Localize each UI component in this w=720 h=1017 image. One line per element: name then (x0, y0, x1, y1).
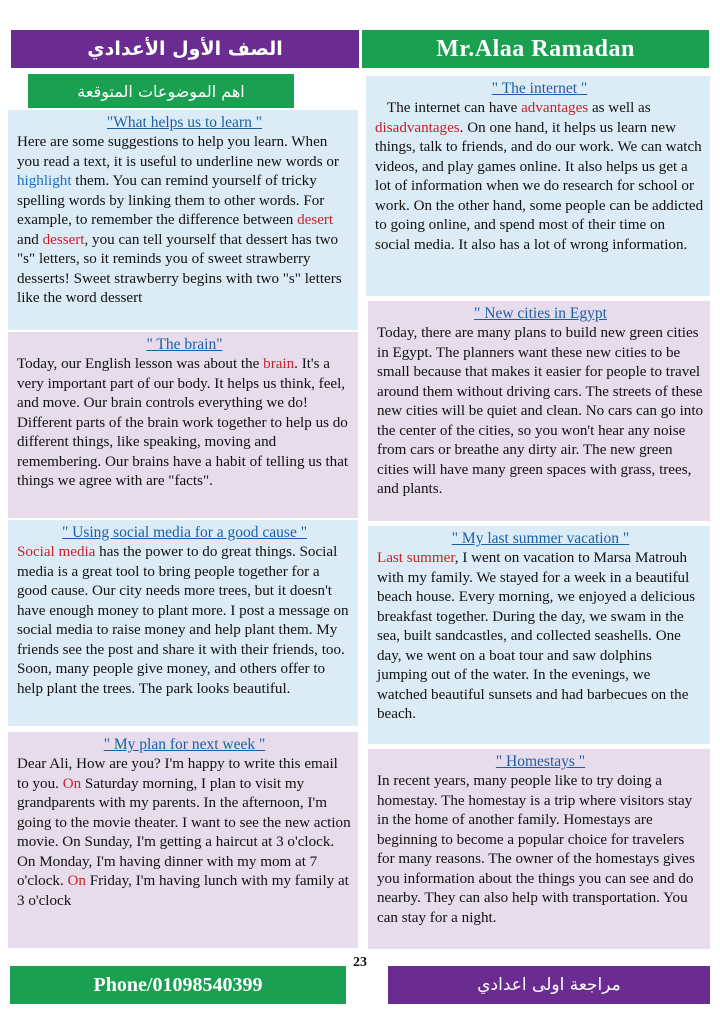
section-body: In recent years, many people like to try doing a homestay. The homestay is a trip where visitors stay in the home of another family. Homestays are beginning to become a popular choice for travelers for many reasons. The owner of the homestays gives you information about the things you can see and do nearby. They can also help with transportation. You can stay for a night. (377, 773, 695, 926)
highlight-word: highlight (17, 173, 72, 189)
section-body: The internet can have advantages as well as disadvantages. On one hand, it helps us learn new things, talk to friends, and do our work. We can watch videos, and play games online. It also helps us get a lot of information when we do research for school or work. On the other hand, some people can be addicted to going online, and spend most of their time on social media. It also has a lot of wrong information. (375, 100, 704, 253)
highlight-word: Last summer (377, 550, 455, 566)
section-homestays (368, 749, 710, 949)
section-the-internet (366, 76, 710, 296)
section-title: " New cities in Egypt (474, 305, 607, 322)
section-body: Last summer, I went on vacation to Marsa Matrouh with my family. We stayed for a week in a beautiful beach house. Every morning, we enjoyed a delicious breakfast together. During the day, we swam in the sea, built sandcastles, and collected seashells. One day, we went on a boat tour and saw dolphins jumping out of the water. In the evenings, we watched beautiful sunsets and had barbecues on the beach. (377, 550, 696, 722)
highlight-word: Social media (17, 544, 96, 560)
header-teacher-name: Mr.Alaa Ramadan (362, 30, 709, 68)
highlight-word: brain (263, 356, 295, 372)
highlight-word: On (67, 873, 86, 889)
highlight-word: On (62, 775, 82, 792)
section-title: "What helps us to learn " (106, 114, 263, 131)
highlight-word: disadvantages (375, 119, 460, 136)
header-arabic-title: الصف الأول الأعدادي (11, 30, 359, 68)
section-what-helps-learn (8, 110, 358, 330)
section-summer-vacation (368, 526, 710, 744)
section-title: " My plan for next week " (103, 736, 266, 753)
section-new-cities-egypt (368, 301, 710, 521)
section-body: Social media has the power to do great things. Social media is a great tool to bring people together for a good cause. Our city needs more trees, but it doesn't have enough money to plant more. I post a message on social media to raise money and help plant them. My friends see the post and share it with their friends, too. Soon, many people give money, and others offer to help plant the trees. The park looks beautiful. (17, 544, 349, 697)
page-number: 23 (353, 955, 367, 970)
section-title: " The brain" (146, 336, 223, 353)
section-title: " Using social media for a good cause " (61, 524, 308, 541)
section-title: " Homestays " (495, 753, 586, 770)
section-body: Here are some suggestions to help you learn. When you read a text, it is useful to underline new words or highlight them. You can remind yourself of tricky spelling words by linking them to other words. For example, to remember the difference between desert and dessert, you can tell yourself that dessert has two "s" letters, so it reminds you of sweet strawberry desserts! Sweet strawberry begins with two "s" letters like the word dessert (17, 134, 342, 306)
section-body: Dear Ali, How are you? I'm happy to write this email to you. On Saturday morning, I plan to visit my grandparents with my parents. In the afternoon, I'm going to the movie theater. I want to see the new action movie. On Sunday, I'm getting a haircut at 3 o'clock. On Monday, I'm having dinner with my mom at 7 o'clock. On Friday, I'm having lunch with my family at 3 o'clock (17, 756, 351, 909)
footer-phone: Phone/01098540399 (10, 966, 346, 1004)
section-title: " The internet " (491, 80, 588, 97)
section-body: Today, our English lesson was about the brain. It's a very important part of our body. It helps us think, feel, and move. Our brain controls everything we do! Different parts of the brain work together to help us do different things, like speaking, moving and remembering. Our brains have a habit of telling us that things we agree with are "facts". (17, 356, 349, 489)
highlight-word: dessert (42, 231, 85, 248)
section-social-media (8, 520, 358, 726)
section-the-brain (8, 332, 358, 518)
section-body: Today, there are many plans to build new green cities in Egypt. The planners want these new cities to be small because that makes it easier for people to travel around them without driving cars. The streets of these new cities will be quiet and clean. No cars can go into the center of the cities, so you won't hear any noise from cars or breathe any dirty air. The new green cities will have many green spaces with grass, trees, and plants. (377, 325, 704, 497)
footer-review-label: مراجعة اولى اعدادي (388, 966, 710, 1004)
section-title: " My last summer vacation " (451, 530, 630, 547)
expected-topics-label: اهم الموضوعات المتوقعة (28, 74, 294, 108)
highlight-word: advantages (521, 100, 589, 116)
section-plan-next-week (8, 732, 358, 948)
highlight-word: desert (297, 212, 334, 228)
